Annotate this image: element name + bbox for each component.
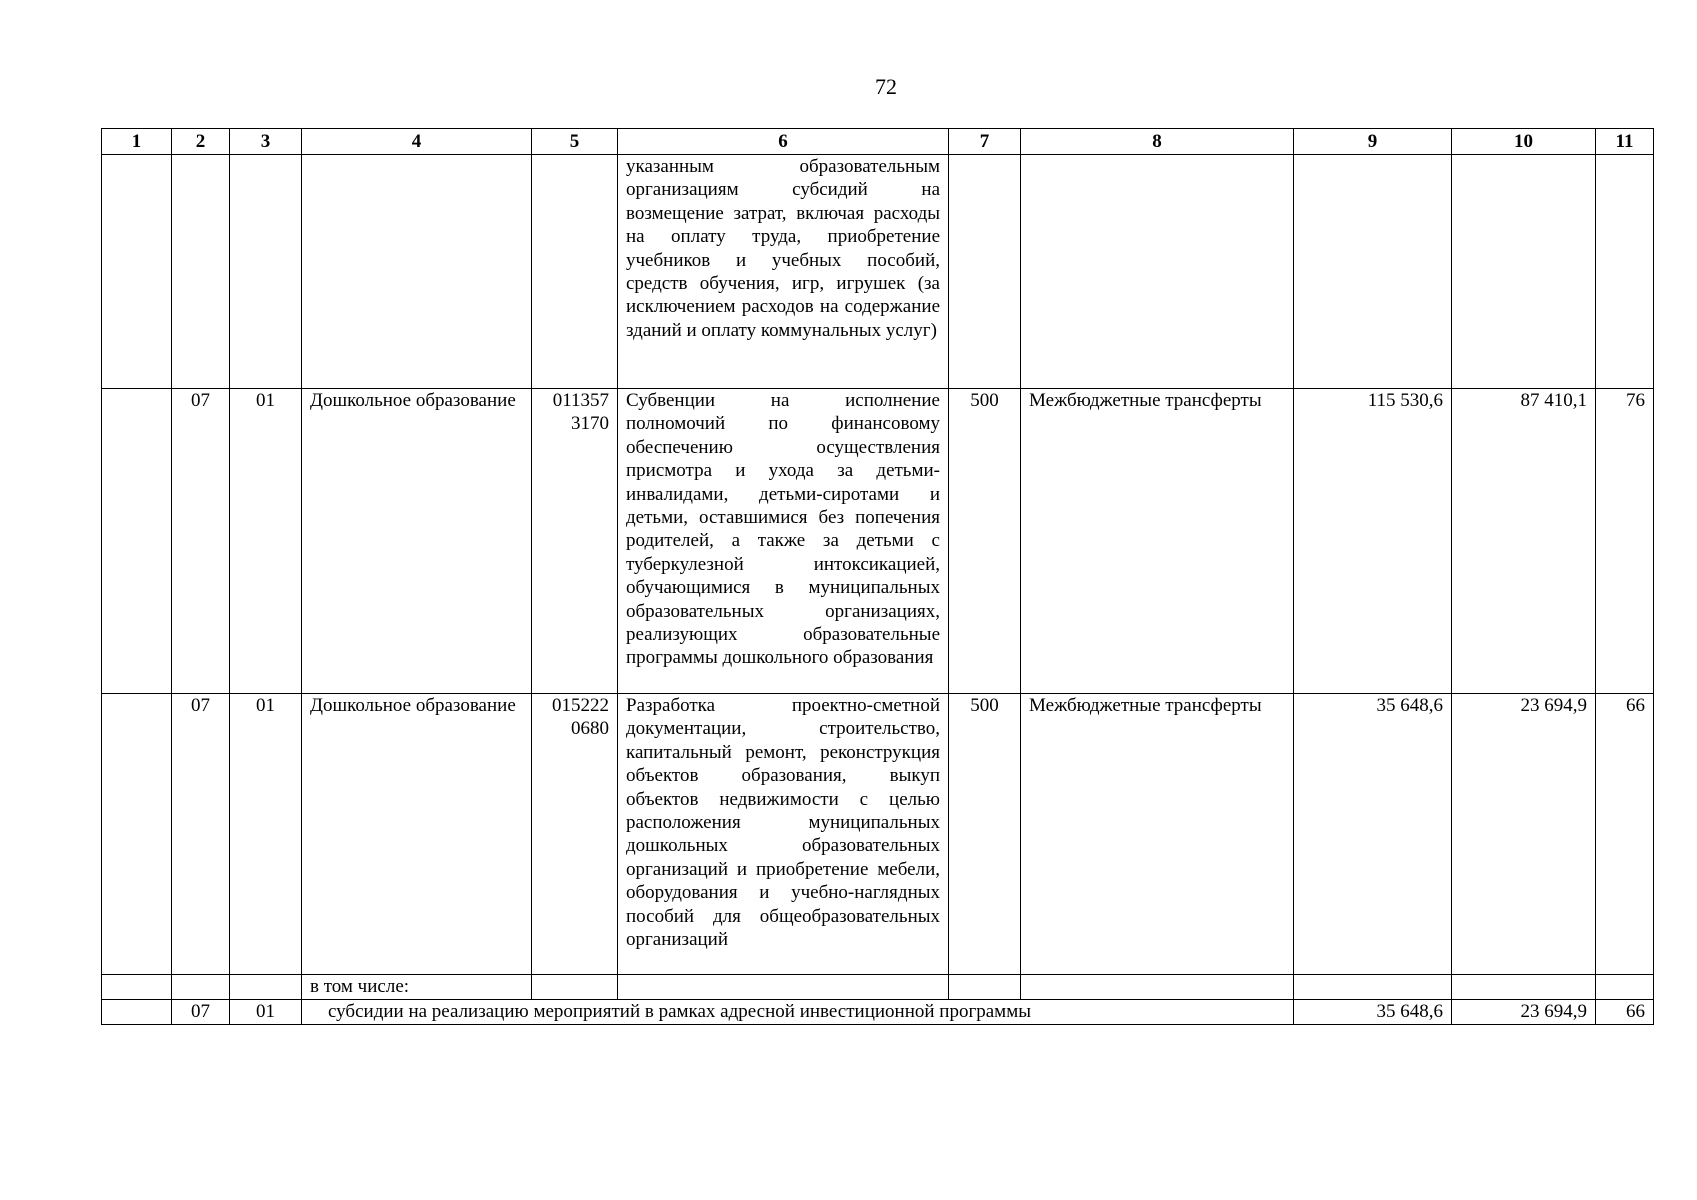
cell-subsection: 01 (230, 389, 302, 694)
cell-empty (172, 975, 230, 1000)
table-row (102, 155, 1654, 389)
cell-section-name: Дошкольное образование (302, 694, 532, 975)
cell-amount-10: 87 410,1 (1452, 389, 1596, 694)
cell-empty (102, 1000, 172, 1025)
header-col-4: 4 (302, 129, 532, 155)
cell-empty (949, 975, 1021, 1000)
cell-expense-type: 500 (949, 389, 1021, 694)
cell-section-name: Дошкольное образование (302, 389, 532, 694)
cell-amount-9: 115 530,6 (1294, 389, 1452, 694)
page-number: 72 (875, 74, 897, 99)
header-col-9: 9 (1294, 129, 1452, 155)
cell-section: 07 (172, 1000, 230, 1025)
cell-expense-name: Межбюджетные трансферты (1021, 694, 1294, 975)
cell-amount-10: 23 694,9 (1452, 1000, 1596, 1025)
header-row (102, 129, 1654, 155)
cell-empty (1596, 975, 1654, 1000)
including-label: в том числе: (302, 975, 532, 1000)
cell-amount-9: 35 648,6 (1294, 694, 1452, 975)
cell-section-name (302, 155, 532, 389)
cell-empty (532, 975, 618, 1000)
cell-subsection (230, 155, 302, 389)
header-col-10: 10 (1452, 129, 1596, 155)
subsidy-row (102, 1000, 1654, 1025)
cell-percent: 66 (1596, 1000, 1654, 1025)
cell-description: Разработка проектно-сметной документации, строительство, капитальный ремонт, реконструкция объектов образования, выкуп объектов недвижимости с целью расположения муниципальных дошкольных образовательных организаций и приобретение мебели, оборудования и учебно-наглядных пособий для общеобразовательных организаций (618, 694, 949, 975)
subsidy-description: субсидии на реализацию мероприятий в рамках адресной инвестиционной программы (302, 1000, 1294, 1025)
cell-description: указанным образовательным организациям субсидий на возмещение затрат, включая расходы на оплату труда, приобретение учебников и учебных пособий, средств обучения, игр, игрушек (за исключением расходов на содержание зданий и оплату коммунальных услуг) (618, 155, 949, 389)
cell-empty (1021, 975, 1294, 1000)
cell-expense-type: 500 (949, 694, 1021, 975)
cell-empty (102, 975, 172, 1000)
cell-subsection: 01 (230, 1000, 302, 1025)
header-col-2: 2 (172, 129, 230, 155)
table-row (102, 389, 1654, 694)
cell-amount-10: 23 694,9 (1452, 694, 1596, 975)
cell-col-1 (102, 155, 172, 389)
including-row (102, 975, 1654, 1000)
header-col-8: 8 (1021, 129, 1294, 155)
header-col-3: 3 (230, 129, 302, 155)
cell-target-code (532, 155, 618, 389)
budget-table (101, 128, 1654, 1025)
cell-percent: 66 (1596, 694, 1654, 975)
cell-section: 07 (172, 389, 230, 694)
cell-empty (618, 975, 949, 1000)
cell-empty (1452, 975, 1596, 1000)
cell-col-1 (102, 694, 172, 975)
cell-empty (1294, 975, 1452, 1000)
header-col-6: 6 (618, 129, 949, 155)
header-col-11: 11 (1596, 129, 1654, 155)
cell-description: Субвенции на исполнение полномочий по финансовому обеспечению осуществления присмотра и ухода за детьми-инвалидами, детьми-сиротами и детьми, оставшимися без попечения родителей, а также за детьми с туберкулезной интоксикацией, обучающимися в муниципальных образовательных организациях, реализующих образовательные программы дошкольного образования (618, 389, 949, 694)
cell-section: 07 (172, 694, 230, 975)
cell-amount-9: 35 648,6 (1294, 1000, 1452, 1025)
cell-empty (230, 975, 302, 1000)
header-col-5: 5 (532, 129, 618, 155)
cell-col-1 (102, 389, 172, 694)
cell-section (172, 155, 230, 389)
cell-expense-type (949, 155, 1021, 389)
table-row (102, 694, 1654, 975)
header-col-7: 7 (949, 129, 1021, 155)
header-col-1: 1 (102, 129, 172, 155)
cell-expense-name (1021, 155, 1294, 389)
cell-subsection: 01 (230, 694, 302, 975)
cell-percent (1596, 155, 1654, 389)
cell-target-code: 011357 3170 (532, 389, 618, 694)
cell-percent: 76 (1596, 389, 1654, 694)
cell-amount-10 (1452, 155, 1596, 389)
cell-target-code: 015222 0680 (532, 694, 618, 975)
cell-amount-9 (1294, 155, 1452, 389)
cell-expense-name: Межбюджетные трансферты (1021, 389, 1294, 694)
